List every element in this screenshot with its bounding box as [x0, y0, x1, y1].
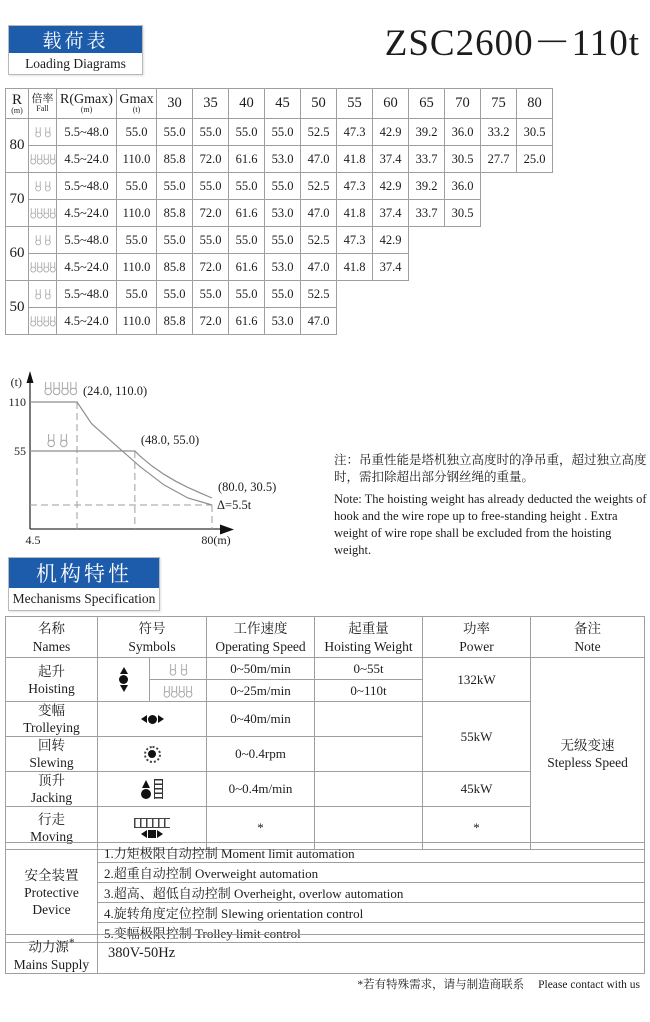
load-value: 55.0: [193, 119, 229, 146]
empty-cell: [373, 281, 409, 308]
trolleying-symbol-icon: [98, 715, 206, 724]
load-value: 25.0: [517, 146, 553, 173]
col-header-radius: 70: [445, 89, 481, 119]
fall-2-icon: [150, 658, 207, 680]
fall-4-icon: [163, 686, 193, 698]
col-header-r: R (m): [6, 89, 29, 119]
mains-supply-label: 动力源* Mains Supply: [6, 935, 98, 974]
load-value: 55.0: [265, 227, 301, 254]
empty-cell: [445, 308, 481, 335]
col-header-symbols: 符号 Symbols: [98, 617, 207, 658]
load-value: 33.2: [481, 119, 517, 146]
fall-2-cell: [29, 281, 57, 308]
load-value: 55.0: [265, 281, 301, 308]
empty-cell: [517, 254, 553, 281]
annotation: (48.0, 55.0): [140, 433, 200, 447]
col-header-note: 备注 Note: [531, 617, 645, 658]
load-value: 55.0: [193, 173, 229, 200]
col-header-radius: 45: [265, 89, 301, 119]
slewing-weight-empty: [315, 737, 423, 772]
hoisting-weight-4fall: 0~110t: [315, 680, 423, 702]
load-value: 72.0: [193, 146, 229, 173]
protective-item: 3.超高、超低自动控制 Overheight, overlow automation: [98, 883, 645, 903]
col-header-radius: 75: [481, 89, 517, 119]
load-value: 55.0: [265, 173, 301, 200]
fall-4-icon: [30, 316, 56, 327]
fall-4-icon: [30, 208, 56, 219]
load-curve-chart: [0, 366, 340, 552]
load-table-row: [6, 119, 553, 146]
hoisting-symbol-cell: [98, 658, 150, 702]
load-value: 55.0: [193, 227, 229, 254]
load-value: 53.0: [265, 146, 301, 173]
empty-cell: [445, 227, 481, 254]
empty-cell: [481, 281, 517, 308]
load-value: 53.0: [265, 308, 301, 335]
load-value: 61.6: [229, 308, 265, 335]
fall-4-cell: [29, 146, 57, 173]
mechanism-name-moving: 行走 Moving: [6, 807, 98, 850]
empty-cell: [481, 200, 517, 227]
r-range: 4.5~24.0: [57, 308, 117, 335]
gmax-value: 55.0: [117, 281, 157, 308]
empty-cell: [517, 308, 553, 335]
jacking-symbol-icon: [98, 779, 206, 799]
load-value: 55.0: [157, 173, 193, 200]
trolley-slew-power: 55kW: [423, 702, 531, 772]
load-value: 72.0: [193, 200, 229, 227]
r-range: 5.5~48.0: [57, 173, 117, 200]
protective-item: 2.超重自动控制 Overweight automation: [98, 863, 645, 883]
load-value: 37.4: [373, 146, 409, 173]
load-value: 47.0: [301, 146, 337, 173]
mains-supply-row: [6, 935, 645, 974]
fall-2-cell: [29, 119, 57, 146]
empty-cell: [517, 227, 553, 254]
load-value: 52.5: [301, 173, 337, 200]
load-value: 27.7: [481, 146, 517, 173]
load-value: 55.0: [193, 281, 229, 308]
col-header-radius: 40: [229, 89, 265, 119]
load-value: 42.9: [373, 119, 409, 146]
protective-item: 5.变幅极限控制 Trolley limit control: [98, 923, 645, 943]
slewing-symbol-cell: [98, 737, 207, 772]
jacking-symbol-cell: [98, 772, 207, 807]
load-value: 36.0: [445, 119, 481, 146]
jib-length: 80: [6, 119, 29, 173]
hoisting-speed-2fall: 0~50m/min: [207, 658, 315, 680]
section-title-cn: 载荷表: [9, 26, 142, 53]
footnote-en: Please contact with us: [538, 979, 640, 991]
load-value: 33.7: [409, 146, 445, 173]
load-value: 85.8: [157, 200, 193, 227]
empty-cell: [445, 254, 481, 281]
section-title-en: Loading Diagrams: [25, 56, 126, 71]
load-table-row: [6, 254, 553, 281]
mechanism-name-trolleying: 变幅 Trolleying: [6, 702, 98, 737]
load-table-header-row: [6, 89, 553, 119]
load-value: 61.6: [229, 200, 265, 227]
col-header-radius: 55: [337, 89, 373, 119]
col-header-power: 功率 Power: [423, 617, 531, 658]
col-header-hoisting-weight: 起重量 Hoisting Weight: [315, 617, 423, 658]
load-value: 47.0: [301, 308, 337, 335]
empty-cell: [409, 254, 445, 281]
contact-footnote: [357, 976, 640, 992]
load-value: 61.6: [229, 254, 265, 281]
load-value: 30.5: [445, 200, 481, 227]
load-table-row: [6, 200, 553, 227]
gmax-value: 55.0: [117, 119, 157, 146]
load-value: 30.5: [445, 146, 481, 173]
y-tick-label: 110: [8, 395, 26, 409]
load-value: 47.0: [301, 200, 337, 227]
trolleying-symbol-cell: [98, 702, 207, 737]
load-value: 36.0: [445, 173, 481, 200]
r-range: 4.5~24.0: [57, 146, 117, 173]
r-range: 5.5~48.0: [57, 227, 117, 254]
load-value: 53.0: [265, 254, 301, 281]
jacking-weight-empty: [315, 772, 423, 807]
col-header-radius: 60: [373, 89, 409, 119]
load-value: 42.9: [373, 227, 409, 254]
col-header-rgmax: R(Gmax) (m): [57, 89, 117, 119]
load-value: 55.0: [229, 227, 265, 254]
fall-2-icon: [169, 664, 188, 676]
empty-cell: [517, 200, 553, 227]
fall-2-icon: [35, 289, 51, 300]
empty-cell: [445, 281, 481, 308]
empty-cell: [337, 308, 373, 335]
protective-item: 4.旋转角度定位控制 Slewing orientation control: [98, 903, 645, 923]
y-axis-arrow-icon: [27, 371, 34, 383]
load-value: 72.0: [193, 308, 229, 335]
load-value: 53.0: [265, 200, 301, 227]
empty-cell: [373, 308, 409, 335]
trolleying-speed: 0~40m/min: [207, 702, 315, 737]
col-header-radius: 65: [409, 89, 445, 119]
load-value: 55.0: [229, 119, 265, 146]
col-header-fall: 倍率 Fall: [29, 89, 57, 119]
protective-device-label: 安全装置 Protective Device: [6, 843, 98, 943]
empty-cell: [517, 173, 553, 200]
empty-cell: [481, 173, 517, 200]
hoisting-power: 132kW: [423, 658, 531, 702]
col-header-names: 名称 Names: [6, 617, 98, 658]
section-title-cn: 机构特性: [9, 558, 159, 588]
r-range: 5.5~48.0: [57, 281, 117, 308]
empty-cell: [337, 281, 373, 308]
note-chinese: 注：吊重性能是塔机独立高度时的净吊重，超过独立高度时，需扣除超出部分钢丝绳的重量。: [334, 453, 647, 485]
col-header-radius: 35: [193, 89, 229, 119]
y-axis-label: (t): [10, 375, 22, 389]
fall-2-cell: [29, 173, 57, 200]
mechanism-name-slewing: 回转 Slewing: [6, 737, 98, 772]
mains-supply-value: 380V-50Hz: [98, 935, 645, 974]
load-value: 55.0: [157, 227, 193, 254]
load-table-row: [6, 308, 553, 335]
load-value: 72.0: [193, 254, 229, 281]
annotation: Δ=5.5t: [217, 498, 252, 512]
jacking-power: 45kW: [423, 772, 531, 807]
fall-2-icon: [48, 434, 67, 447]
col-header-radius: 80: [517, 89, 553, 119]
load-value: 47.0: [301, 254, 337, 281]
load-value: 41.8: [337, 200, 373, 227]
section-badge-loading-diagrams: [8, 25, 143, 75]
fall-4-icon: [45, 382, 77, 395]
hoisting-speed-4fall: 0~25m/min: [207, 680, 315, 702]
load-value: 47.3: [337, 119, 373, 146]
col-header-radius: 30: [157, 89, 193, 119]
empty-cell: [481, 227, 517, 254]
mechanism-name-jacking: 顶升 Jacking: [6, 772, 98, 807]
protective-item: 1.力矩极限自动控制 Moment limit automation: [98, 843, 645, 863]
load-value: 33.7: [409, 200, 445, 227]
gmax-value: 110.0: [117, 200, 157, 227]
load-value: 52.5: [301, 227, 337, 254]
fall-4-icon: [30, 262, 56, 273]
load-value: 55.0: [157, 281, 193, 308]
moving-symbol-icon: [98, 818, 206, 838]
fall-4-icon: [150, 680, 207, 702]
col-header-operating-speed: 工作速度 Operating Speed: [207, 617, 315, 658]
y-tick-label: 55: [14, 444, 26, 458]
jib-length: 70: [6, 173, 29, 227]
protective-row: [6, 843, 645, 863]
empty-cell: [409, 308, 445, 335]
jacking-speed: 0~0.4m/min: [207, 772, 315, 807]
r-range: 4.5~24.0: [57, 254, 117, 281]
annotation: (80.0, 30.5): [218, 480, 277, 494]
empty-cell: [481, 308, 517, 335]
fall-4-icon: [30, 154, 56, 165]
empty-cell: [409, 227, 445, 254]
protective-row: [6, 863, 645, 883]
slewing-symbol-icon: [144, 746, 161, 763]
fall-2-cell: [29, 227, 57, 254]
gmax-value: 55.0: [117, 227, 157, 254]
col-header-gmax: Gmax (t): [117, 89, 157, 119]
fall-4-cell: [29, 254, 57, 281]
load-value: 85.8: [157, 254, 193, 281]
fall-2-icon: [35, 235, 51, 246]
load-value: 47.3: [337, 227, 373, 254]
load-table-row: [6, 281, 553, 308]
gmax-value: 55.0: [117, 173, 157, 200]
footnote-cn: *若有特殊需求，请与制造商联系: [357, 979, 525, 991]
hoisting-row-2fall: [6, 658, 645, 680]
load-value: 47.3: [337, 173, 373, 200]
load-value: 37.4: [373, 254, 409, 281]
load-value: 85.8: [157, 146, 193, 173]
load-value: 61.6: [229, 146, 265, 173]
load-capacity-table: [5, 88, 553, 335]
protective-device-table: [5, 842, 645, 943]
r-range: 4.5~24.0: [57, 200, 117, 227]
jib-length: 60: [6, 227, 29, 281]
curve-4-fall: [30, 402, 212, 505]
hoisting-note: [334, 452, 648, 560]
hoisting-weight-2fall: 0~55t: [315, 658, 423, 680]
page-title-model: ZSC2600－110t: [384, 23, 640, 64]
mains-supply-table: [5, 934, 645, 974]
fall-2-icon: [35, 127, 51, 138]
r-range: 5.5~48.0: [57, 119, 117, 146]
stepless-speed-note: 无级变速 Stepless Speed: [531, 658, 645, 850]
trolleying-weight-empty: [315, 702, 423, 737]
load-value: 42.9: [373, 173, 409, 200]
gmax-value: 110.0: [117, 254, 157, 281]
annotation: (24.0, 110.0): [83, 384, 148, 398]
load-value: 41.8: [337, 254, 373, 281]
protective-row: [6, 903, 645, 923]
load-value: 39.2: [409, 173, 445, 200]
gmax-value: 110.0: [117, 308, 157, 335]
section-title-en: Mechanisms Specification: [12, 591, 156, 606]
fall-4-cell: [29, 200, 57, 227]
load-value: 85.8: [157, 308, 193, 335]
mech-header-row: [6, 617, 645, 658]
x-end-label: 80(m): [201, 533, 231, 547]
note-english: Note: The hoisting weight has already deducted the weights of hook and the wire rope up to free-standing height . Extra weight of wire rope shall be excluded from the hoisting weight.: [334, 491, 647, 558]
load-value: 37.4: [373, 200, 409, 227]
load-table-row: [6, 146, 553, 173]
empty-cell: [409, 281, 445, 308]
moving-power: *: [423, 807, 531, 850]
load-value: 39.2: [409, 119, 445, 146]
protective-row: [6, 883, 645, 903]
empty-cell: [517, 281, 553, 308]
load-value: 55.0: [229, 281, 265, 308]
load-value: 55.0: [157, 119, 193, 146]
load-value: 41.8: [337, 146, 373, 173]
fall-4-cell: [29, 308, 57, 335]
empty-cell: [481, 254, 517, 281]
mechanisms-table: [5, 616, 645, 850]
load-value: 52.5: [301, 281, 337, 308]
x-start-label: 4.5: [25, 533, 41, 547]
load-value: 52.5: [301, 119, 337, 146]
load-value: 55.0: [265, 119, 301, 146]
curve-2-fall: [30, 451, 212, 498]
load-table-row: [6, 173, 553, 200]
jib-length: 50: [6, 281, 29, 335]
mechanism-name-hoisting: 起升 Hoisting: [6, 658, 98, 702]
load-table-row: [6, 227, 553, 254]
slewing-speed: 0~0.4rpm: [207, 737, 315, 772]
load-value: 55.0: [229, 173, 265, 200]
hoisting-symbol-icon: [98, 667, 149, 692]
col-header-radius: 50: [301, 89, 337, 119]
moving-speed: *: [207, 807, 315, 850]
load-value: 30.5: [517, 119, 553, 146]
section-badge-mechanisms: [8, 557, 160, 611]
gmax-value: 110.0: [117, 146, 157, 173]
fall-2-icon: [35, 181, 51, 192]
